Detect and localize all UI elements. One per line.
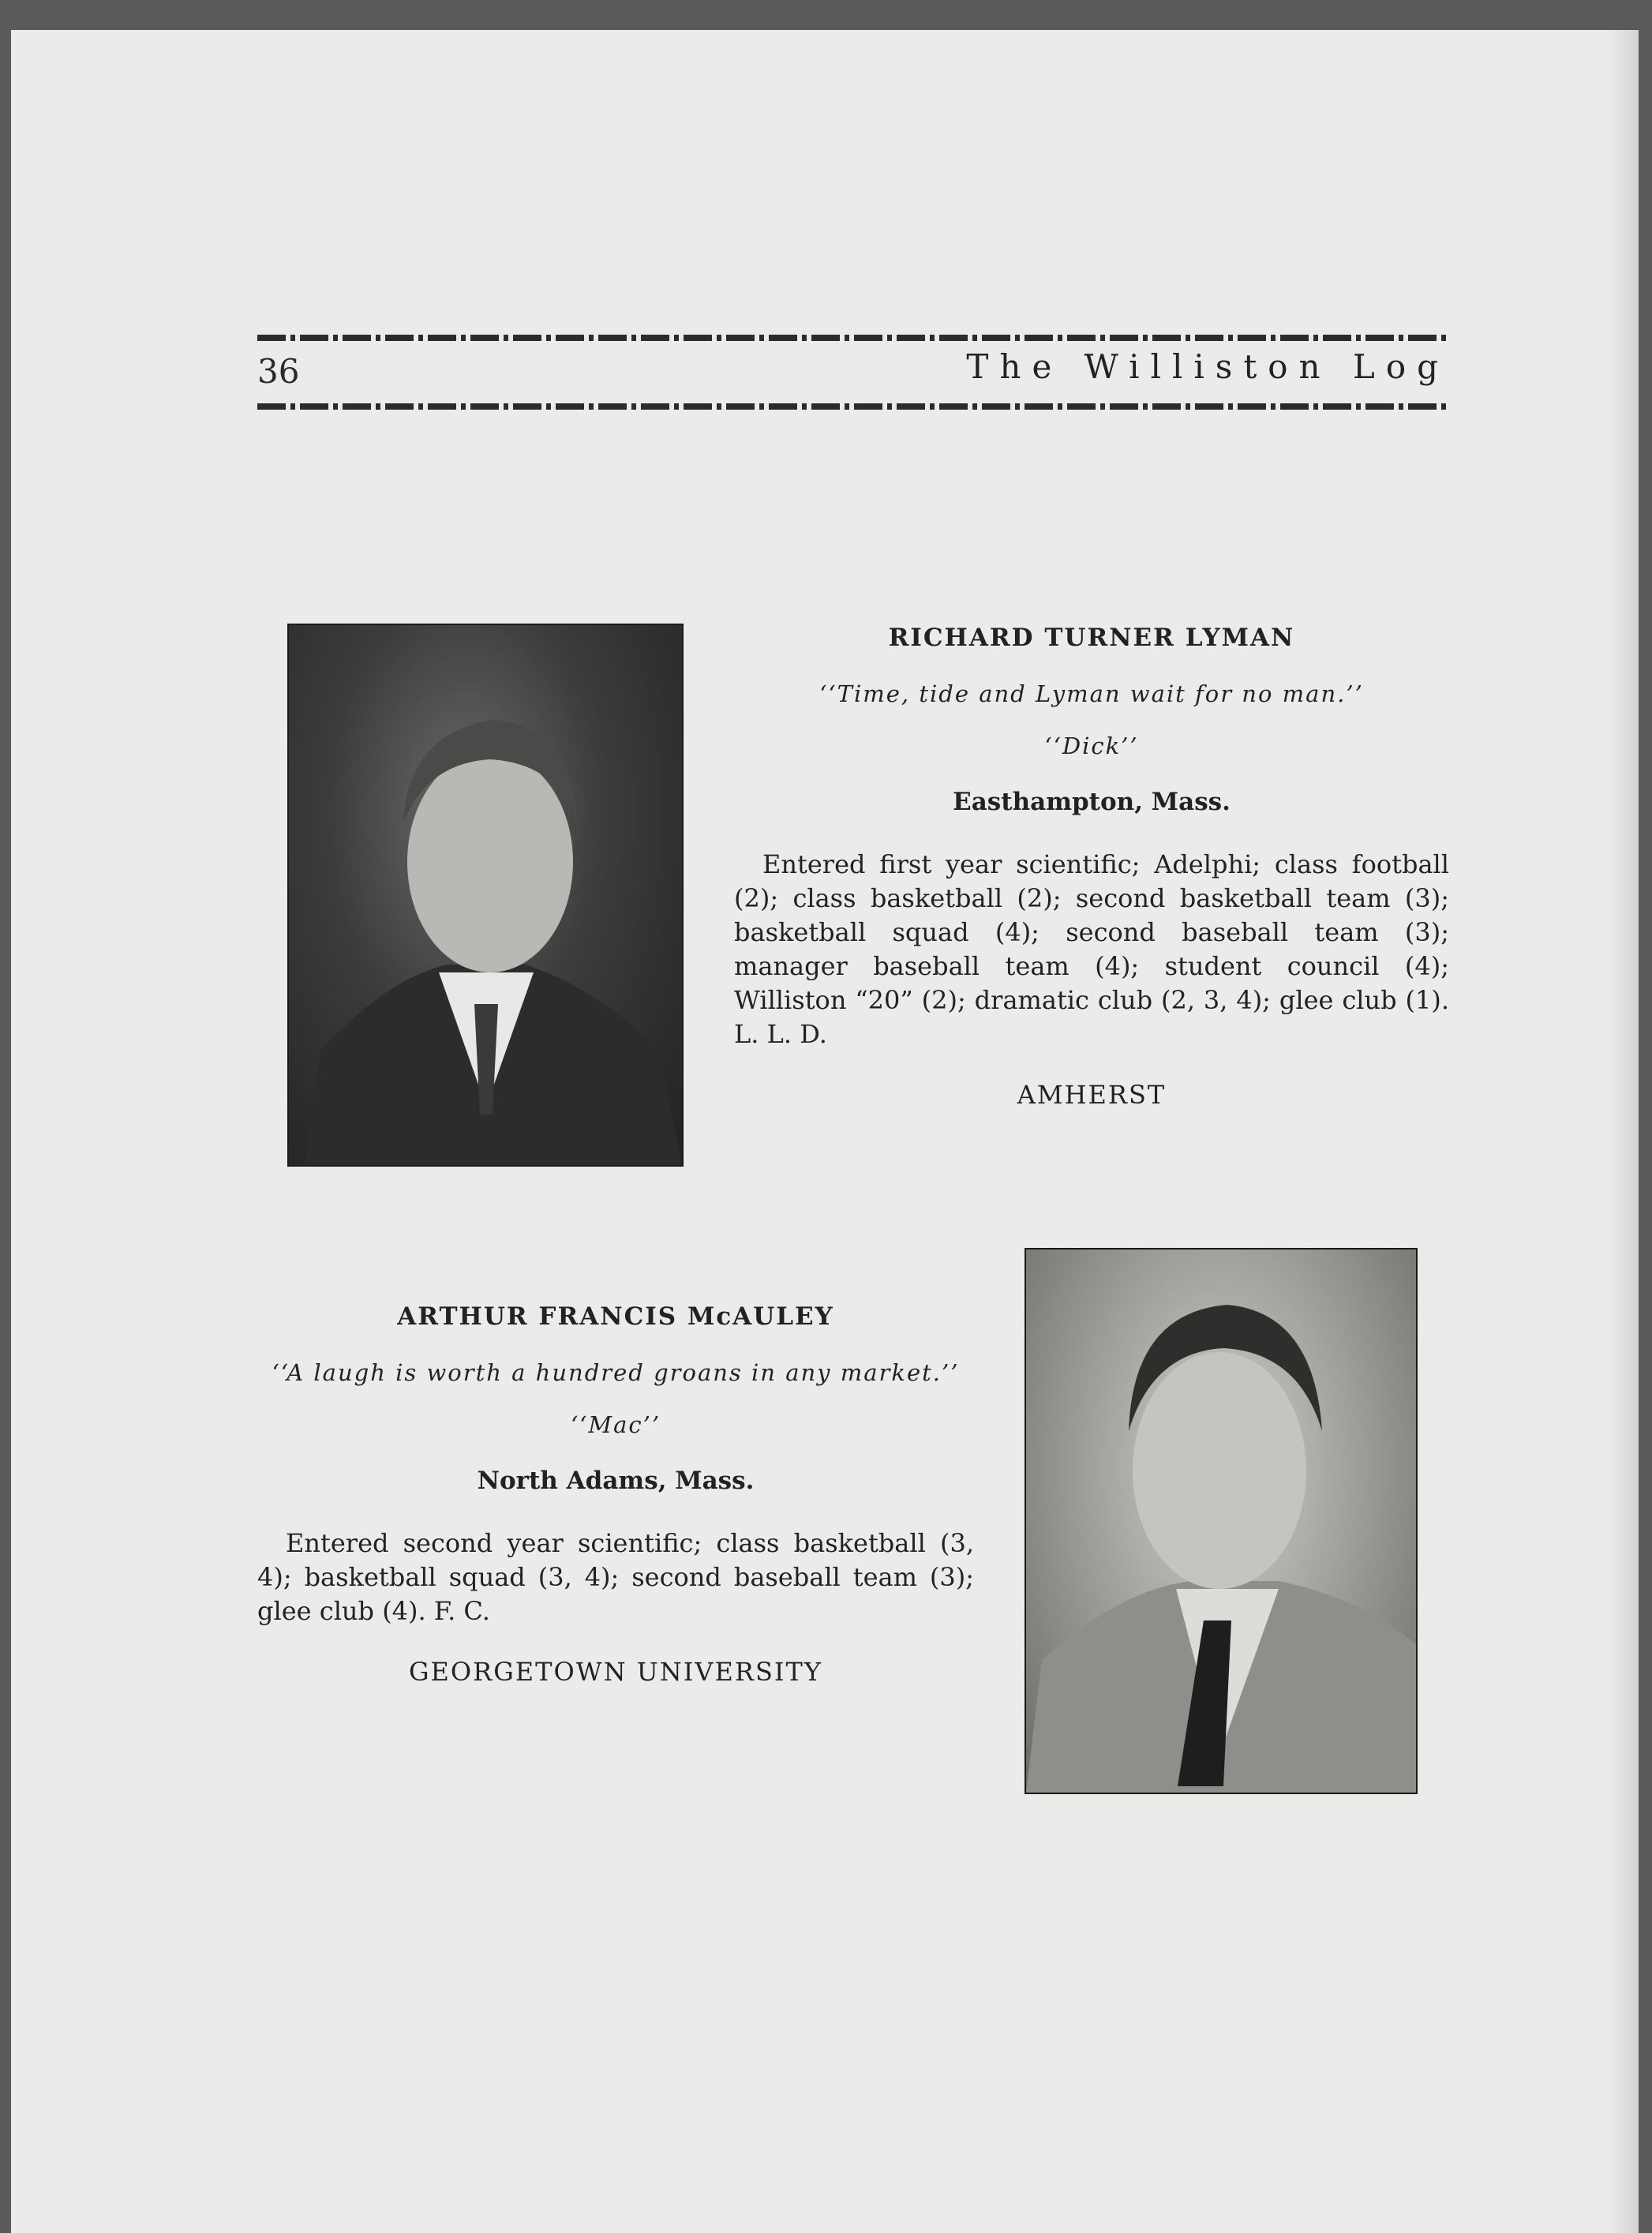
entry-lyman [734, 624, 1449, 1110]
portrait-photo-lyman [287, 624, 684, 1167]
student-quote: ‘‘Time, tide and Lyman wait for no man.’’ [819, 680, 1364, 707]
entry-mcauley [257, 1302, 974, 1687]
page-edge-shadow [1610, 30, 1639, 2233]
student-name: ARTHUR FRANCIS McAULEY [397, 1302, 834, 1331]
student-quote: ‘‘A laugh is worth a hundred groans in any market.’’ [272, 1359, 960, 1386]
student-nickname: ‘‘Mac’’ [570, 1411, 661, 1438]
page-number: 36 [257, 352, 300, 391]
student-name: RICHARD TURNER LYMAN [888, 624, 1295, 652]
student-nickname: ‘‘Dick’’ [1044, 732, 1139, 759]
student-record: Entered second year scientific; class basketball (3, 4); basketball squad (3, 4); second baseball team (3); glee club (4). F. C. [257, 1528, 974, 1626]
student-record: Entered first year scientific; Adelphi; class football (2); class basketball (2); second basketball team (3); basketball squad (4); second baseball team (3); manager baseball team (4); student council (4); Williston “20” (2); dramatic club (2, 3, 4); glee club (1). L. L. D. [734, 849, 1449, 1049]
student-hometown: North Adams, Mass. [477, 1467, 755, 1495]
header-rule-bottom [257, 403, 1449, 410]
student-college: AMHERST [1017, 1080, 1167, 1110]
portrait-photo-mcauley [1025, 1248, 1418, 1794]
portrait-illustration [1026, 1250, 1416, 1793]
student-college: GEORGETOWN UNIVERSITY [408, 1657, 822, 1687]
portrait-illustration [289, 625, 682, 1165]
student-hometown: Easthampton, Mass. [953, 788, 1231, 816]
header-rule-top [257, 335, 1449, 341]
running-title: The Williston Log [966, 347, 1449, 386]
